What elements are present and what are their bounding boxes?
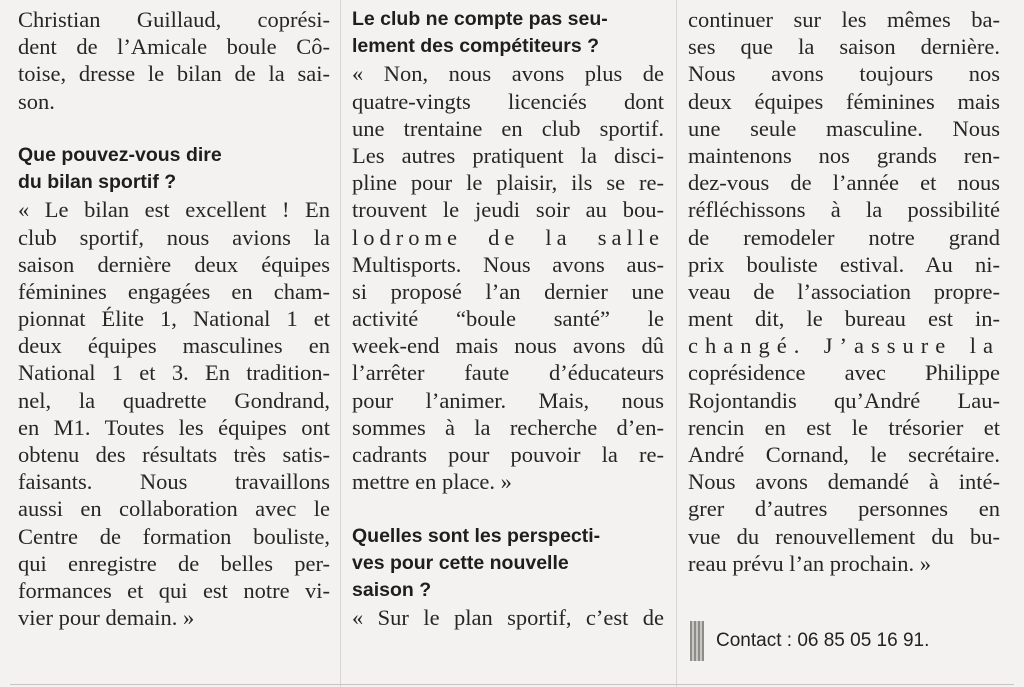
body-line: Les autres pratiquent la disci-: [352, 142, 664, 168]
body-line: ment dit, le bureau est in-: [688, 306, 1000, 332]
body-line: coprésidence avec Philippe: [688, 360, 1000, 386]
body-line: rencin en est le trésorier et: [688, 414, 1000, 440]
body-line: réfléchissons à la possibilité: [688, 197, 1000, 223]
body-line: Multisports. Nous avons aus-: [352, 251, 664, 277]
question-heading: Le club ne compte pas seu-: [352, 8, 608, 30]
body-line: aussi en collaboration avec le: [18, 496, 330, 522]
body-line: deux équipes féminines mais: [688, 88, 1000, 114]
body-line: féminines engagées en cham-: [18, 278, 330, 304]
body-line: continuer sur les mêmes ba-: [688, 7, 1000, 32]
body-line: week-end mais nous avons dû: [352, 333, 664, 359]
body-line: prix bouliste estival. Au ni-: [688, 251, 1000, 277]
question-heading: saison ?: [352, 578, 432, 601]
article-column-1: [18, 6, 330, 631]
paragraph-gap: [18, 115, 330, 142]
contact-marker-bar: [690, 621, 704, 661]
question-heading: ves pour cette nouvelle: [352, 551, 569, 574]
article-column-3: [688, 6, 1000, 577]
question-heading: Quelles sont les perspecti-: [352, 524, 601, 547]
column-divider: [676, 0, 677, 687]
body-line: dez-vous de l’année et nous: [688, 170, 1000, 196]
bottom-divider: [10, 684, 1014, 685]
body-line: ses que la saison dernière.: [688, 34, 1000, 60]
body-line: une trentaine en club sportif.: [352, 115, 664, 141]
body-line: vier pour demain. »: [18, 605, 195, 631]
body-line: sommes à la recherche d’en-: [352, 414, 664, 440]
body-line: quatre-vingts licenciés dont: [352, 88, 664, 114]
body-line: Nous avons toujours nos: [688, 61, 1000, 87]
body-line: reau prévu l’an prochain. »: [688, 550, 932, 576]
body-line: Rojontandis qu’André Lau-: [688, 387, 1000, 413]
body-line: nel, la quadrette Gondrand,: [18, 387, 330, 413]
body-line: trouvent le jeudi soir au bou-: [352, 197, 664, 223]
body-line: Christian Guillaud, coprési-: [18, 7, 330, 32]
body-line: vue du renouvellement du bu-: [688, 523, 1000, 549]
body-line: toise, dresse le bilan de la sai-: [18, 61, 330, 87]
body-line: formances et qui est notre vi-: [18, 577, 330, 603]
body-line: faisants. Nous travaillons: [18, 469, 330, 495]
body-line: pline pour le plaisir, ils se re-: [352, 170, 664, 196]
body-line: André Cornand, le secrétaire.: [688, 442, 1000, 467]
question-heading: lement des compétiteurs ?: [352, 35, 600, 58]
question-heading: Que pouvez-vous dire: [18, 143, 222, 166]
body-line: son.: [18, 88, 55, 114]
body-line: National 1 et 3. En tradition-: [18, 360, 330, 386]
body-line: Nous avons demandé à inté-: [688, 469, 1000, 495]
body-line: en M1. Toutes les équipes ont: [18, 414, 330, 440]
body-line: activité “boule santé” le: [352, 306, 664, 332]
body-line: une seule masculine. Nous: [688, 115, 1000, 141]
body-line: de remodeler notre grand: [688, 224, 1000, 250]
body-line: pionnat Élite 1, National 1 et: [18, 306, 330, 332]
paragraph-gap: [352, 495, 664, 522]
body-line: pour l’animer. Mais, nous: [352, 387, 664, 413]
body-line: Centre de formation bouliste,: [18, 523, 330, 549]
body-line: club sportif, nous avions la: [18, 224, 330, 250]
body-line: si proposé l’an dernier une: [352, 278, 664, 304]
body-line: saison dernière deux équipes: [18, 251, 330, 277]
contact-phone: Contact : 06 85 05 16 91.: [716, 630, 930, 651]
body-line: l’arrêter faute d’éducateurs: [352, 360, 664, 386]
contact-box: [690, 618, 958, 664]
body-line: obtenu des résultats très satis-: [18, 442, 330, 467]
body-line: mettre en place. »: [352, 469, 512, 495]
body-line: changé. J’assure la: [688, 333, 1000, 359]
body-line: « Le bilan est excellent ! En: [18, 197, 330, 223]
body-line: maintenons nos grands ren-: [688, 142, 1000, 168]
body-line: grer d’autres personnes en: [688, 496, 1000, 522]
column-divider: [340, 0, 341, 687]
article-column-2: [352, 6, 664, 631]
body-line: qui enregistre de belles per-: [18, 550, 330, 576]
body-line: cadrants pour pouvoir la re-: [352, 442, 664, 467]
body-line: deux équipes masculines en: [18, 333, 330, 359]
body-line: veau de l’association propre-: [688, 278, 1000, 304]
body-line: « Non, nous avons plus de: [352, 61, 664, 87]
question-heading: du bilan sportif ?: [18, 171, 177, 194]
body-line: lodrome de la salle: [352, 224, 664, 250]
body-line: dent de l’Amicale boule Cô-: [18, 34, 330, 60]
body-line: « Sur le plan sportif, c’est de: [352, 605, 664, 631]
